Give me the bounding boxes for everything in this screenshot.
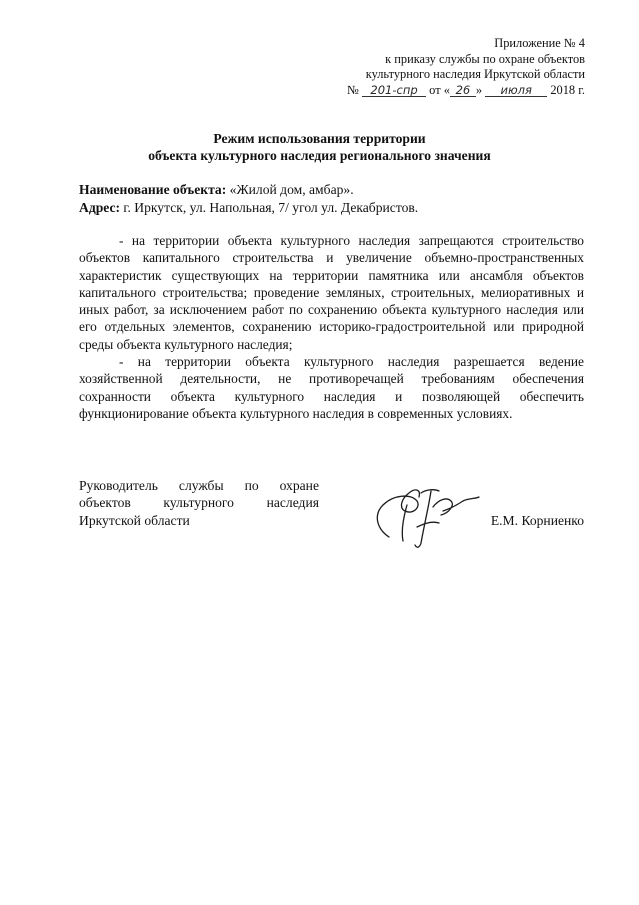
date-quote-close: » [475, 83, 483, 98]
annex-authority-line: культурного наследия Иркутской области [365, 67, 585, 82]
handwritten-order-number: 201-спр [362, 84, 426, 97]
regime-paragraph-permitted: - на территории объекта культурного наследия разрешается ведение хозяйственной деятельности, не противоречащей требованиям обеспечения сохранности объекта культурного наследия и позволяющей обеспечить функционирование объекта культурного наследия в современных условиях. [79, 354, 584, 421]
object-name-value: «Жилой дом, амбар». [229, 182, 354, 197]
signatory-position: Руководитель службы по охране объектов культурного наследия Иркутской области [79, 478, 319, 528]
annex-order-line: к приказу службы по охране объектов [385, 51, 585, 66]
date-year: 2018 г. [550, 83, 585, 98]
signature-block [79, 477, 584, 557]
title-line-2: объекта культурного наследия регионального значения [148, 148, 491, 163]
signatory-name: Е.М. Корниенко [490, 513, 584, 528]
object-address-value: г. Иркутск, ул. Напольная, 7/ угол ул. Декабристов. [123, 199, 419, 215]
annex-title: Приложение № 4 [494, 36, 585, 50]
handwritten-day: 26 [450, 84, 476, 97]
date-from-label: от « [429, 83, 450, 98]
regime-paragraph-prohibited: - на территории объекта культурного наследия запрещаются строительство объектов капитального строительства и увеличение объемно-пространственных характеристик существующих на территории памятника или ансамбля объектов капитального строительства; проведение земляных, строительных, мелиоративных и иных работ, за исключением работ по сохранению объекта культурного наследия или его отдельных элементов, сохранению историко-градостроительной или природной среды объекта культурного наследия; [79, 233, 584, 352]
handwritten-month: июля [485, 84, 547, 97]
title-line-1: Режим использования территории [213, 131, 426, 146]
number-prefix: № [347, 83, 359, 98]
object-address-row [79, 199, 584, 217]
object-info [79, 181, 584, 216]
handwritten-signature [367, 471, 487, 553]
regime-text [79, 232, 584, 422]
object-address-label: Адрес: [79, 199, 121, 215]
order-number-date [347, 83, 585, 99]
object-name-row [79, 181, 584, 199]
document-title [0, 130, 639, 164]
object-name-label: Наименование объекта: [79, 182, 227, 197]
annex-header [347, 36, 585, 99]
